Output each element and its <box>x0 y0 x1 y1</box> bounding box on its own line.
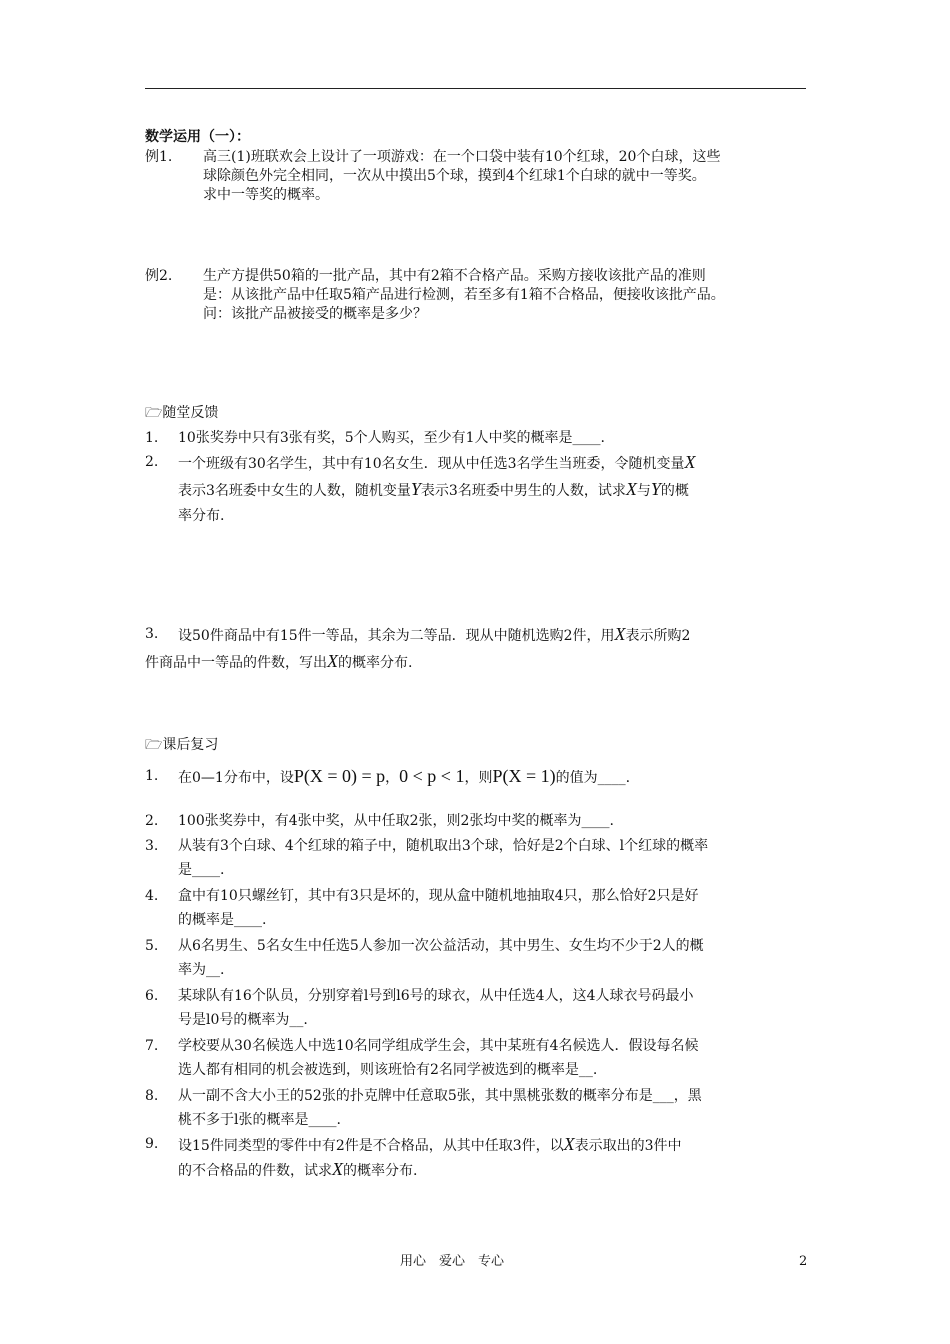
feedback-2-line: 率分布. <box>178 508 225 524</box>
review-1-text <box>178 766 630 788</box>
review-6-line: 某球队有16个队员，分别穿着l号到l6号的球衣，从中任选4人，这4人球衣号码最小 <box>178 988 694 1004</box>
review-8-num: 8. <box>145 1088 159 1104</box>
review-6-line: 号是l0号的概率为__. <box>178 1012 308 1028</box>
text: 表示3名班委中男生的人数，试求 <box>420 483 626 499</box>
text: 的概 <box>660 483 689 499</box>
feedback-1-text: 10张奖券中只有3张有奖，5个人购买，至少有1人中奖的概率是____. <box>178 430 605 446</box>
variable-x: X <box>563 1134 575 1154</box>
feedback-2-line <box>178 452 696 474</box>
review-4-num: 4. <box>145 888 159 904</box>
variable-x: X <box>684 452 696 472</box>
variable-x: X <box>614 624 626 644</box>
section-heading: 数学运用（一）： <box>145 129 250 145</box>
review-2-num: 2. <box>145 813 159 829</box>
review-3-line: 是____. <box>178 862 225 878</box>
review-title: 🗁课后复习 <box>145 737 219 753</box>
review-8-line: 桃不多于l张的概率是____. <box>178 1112 341 1128</box>
review-2-line: 100张奖券中，有4张中奖，从中任取2张，则2张均中奖的概率为____. <box>178 813 614 829</box>
review-6-num: 6. <box>145 988 159 1004</box>
review-9-num: 9. <box>145 1136 159 1152</box>
text: ， <box>385 770 400 786</box>
text: 设15件同类型的零件中有2件是不合格品，从其中任取3件，以 <box>178 1138 564 1154</box>
variable-y: Y <box>410 479 421 499</box>
review-7-num: 7. <box>145 1038 159 1054</box>
review-8-line: 从一副不含大小王的52张的扑克牌中任意取5张，其中黑桃张数的概率分布是___，黑 <box>178 1088 702 1104</box>
example-1-line: 求中一等奖的概率。 <box>203 187 329 203</box>
example-1-line: 高三(1)班联欢会上设计了一项游戏：在一个口袋中装有10个红球，20个白球，这些 <box>203 149 721 165</box>
header-rule <box>145 88 806 89</box>
feedback-title: 🗁随堂反馈 <box>145 405 219 421</box>
review-9-line <box>178 1134 682 1156</box>
text: 一个班级有30名学生，其中有10名女生．现从中任选3名学生当班委，令随机变量 <box>178 456 685 472</box>
text: 表示所购2 <box>625 628 691 644</box>
feedback-1-num: 1. <box>145 430 159 446</box>
page-number: 2 <box>799 1254 808 1269</box>
review-7-line: 学校要从30名候选人中选10名同学组成学生会，其中某班有4名候选人．假设每名候 <box>178 1038 699 1054</box>
example-2-line: 生产方提供50箱的一批产品，其中有2箱不合格产品。采购方接收该批产品的准则 <box>203 268 706 284</box>
text: 的不合格品的件数，试求 <box>178 1163 332 1179</box>
review-4-line: 的概率是____. <box>178 912 267 928</box>
review-3-line: 从装有3个白球、4个红球的箱子中，随机取出3个球，恰好是2个白球、l个红球的概率 <box>178 838 709 854</box>
text: 的概率分布. <box>343 1163 418 1179</box>
review-3-num: 3. <box>145 838 159 854</box>
feedback-3-line <box>178 624 690 646</box>
text: 的值为____. <box>555 770 631 786</box>
review-5-line: 率为__. <box>178 962 225 978</box>
review-7-line: 选人都有相同的机会被选到，则该班恰有2名同学被选到的概率是__. <box>178 1062 598 1078</box>
formula: P(X = 1) <box>492 766 556 786</box>
feedback-2-num: 2. <box>145 454 159 470</box>
text: 表示取出的3件中 <box>574 1138 682 1154</box>
review-1-num: 1. <box>145 768 159 784</box>
formula: 0 < p < 1 <box>399 766 465 786</box>
text: 在0—1分布中，设 <box>178 770 294 786</box>
example-2-line: 问：该批产品被接受的概率是多少？ <box>203 306 427 322</box>
feedback-3-num: 3. <box>145 626 159 642</box>
example-1-line: 球除颜色外完全相同，一次从中摸出5个球，摸到4个红球1个白球的就中一等奖。 <box>203 168 706 184</box>
variable-x: X <box>327 651 338 671</box>
example-2-label: 例2. <box>145 268 173 284</box>
example-2-line: 是：从该批产品中任取5箱产品进行检测，若至多有1箱不合格品，便接收该批产品。 <box>203 287 725 303</box>
review-5-line: 从6名男生、5名女生中任选5人参加一次公益活动，其中男生、女生均不少于2人的概 <box>178 938 704 954</box>
text: 的概率分布. <box>338 655 413 671</box>
feedback-2-line <box>178 479 689 501</box>
variable-x: X <box>625 479 637 499</box>
variable-y: Y <box>650 479 661 499</box>
text: 表示3名班委中女生的人数，随机变量 <box>178 483 411 499</box>
variable-x: X <box>332 1159 343 1179</box>
text: 设50件商品中有15件一等品，其余为二等品．现从中随机选购2件，用 <box>178 628 615 644</box>
feedback-3-line <box>145 651 412 673</box>
review-4-line: 盒中有10只螺丝钉，其中有3只是坏的，现从盒中随机地抽取4只，那么恰好2只是好 <box>178 888 699 904</box>
formula: P(X = 0) = p <box>293 766 386 786</box>
text: 件商品中一等品的件数，写出 <box>145 655 327 671</box>
review-9-line <box>178 1159 417 1181</box>
footer-motto: 用心 爱心 专心 <box>400 1254 505 1269</box>
review-5-num: 5. <box>145 938 159 954</box>
example-1-label: 例1. <box>145 149 173 165</box>
text: ，则 <box>464 770 493 786</box>
text: 与 <box>636 483 651 499</box>
